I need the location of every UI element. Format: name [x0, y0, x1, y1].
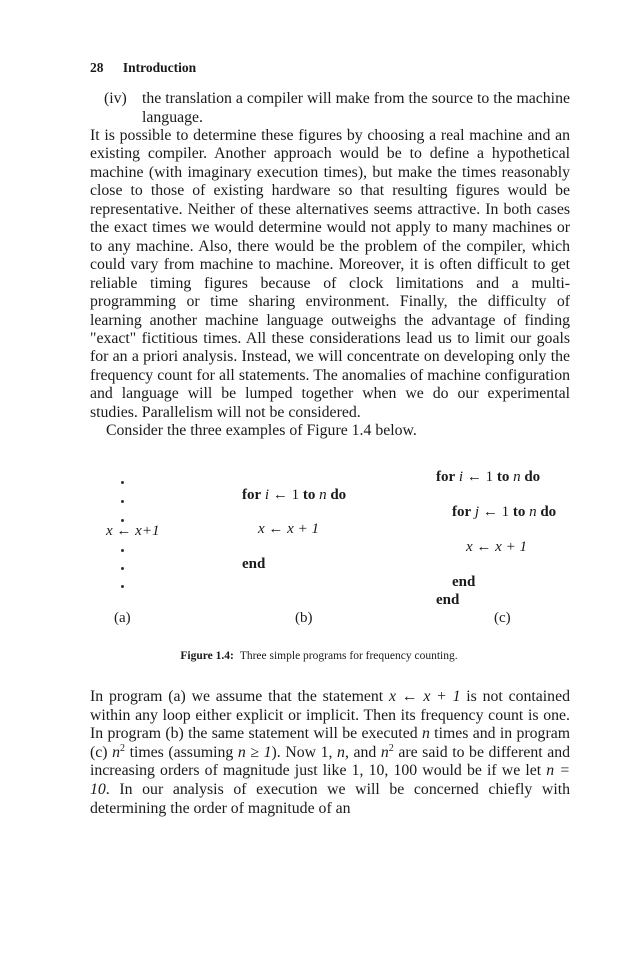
- figure-1-4: [0, 460, 638, 630]
- ellipsis-dot: [121, 567, 124, 570]
- program-a-statement: x ← x+1: [106, 523, 160, 539]
- body-paragraph-1: It is possible to determine these figures by choosing a real machine and an existing compiler. Another approach would be to define a hypothetical machine (with imaginary execution times), but make the times reasonably close to those of existing hardware so that resulting figures would be representative. Neither of these alternatives seems attractive. In both cases the exact times we would determine would not apply to many machines or to any machine. Also, there would be the problem of the compiler, which could vary from machine to machine. Moreover, it is often difficult to get reliable timing figures because of clock limitations and a multi-programming or time sharing environment. Finally, the difficulty of learning another machine language outweighs the advantage of finding "exact" fictitious times. All these considerations lead us to limit our goals for an a priori analysis. Instead, we will concentrate on developing only the frequency count for all statements. The anomalies of machine configuration and language will be lumped together when we do our experimental studies. Parallelism will not be considered.: [90, 127, 570, 421]
- ellipsis-dot: [121, 519, 124, 522]
- program-b-statement: x ← x + 1: [258, 521, 319, 537]
- program-b-for-line: for i ← 1 to n do: [242, 487, 347, 503]
- program-c-inner-for: for j ← 1 to n do: [452, 504, 557, 520]
- list-item-label: (iv): [104, 90, 127, 107]
- inline-math: n = 10: [90, 762, 570, 798]
- running-header: [90, 60, 196, 76]
- program-c-outer-end: end: [436, 592, 460, 608]
- page-number: 28: [90, 60, 104, 75]
- body-paragraph-consider: Consider the three examples of Figure 1.4 below.: [106, 422, 417, 439]
- figure-caption-text: Three simple programs for frequency counting.: [239, 650, 458, 662]
- figure-caption: [0, 650, 638, 662]
- section-title: Introduction: [122, 60, 197, 75]
- program-c-statement: x ← x + 1: [466, 539, 527, 555]
- program-c-inner-end: end: [452, 574, 476, 590]
- ellipsis-dot: [121, 481, 124, 484]
- program-b-label: (b): [295, 610, 313, 626]
- inline-math: n: [112, 743, 121, 761]
- inline-math: n: [380, 743, 389, 761]
- ellipsis-dot: [121, 585, 124, 588]
- ellipsis-dot: [121, 500, 124, 503]
- program-c-label: (c): [494, 610, 511, 626]
- inline-math: n: [337, 743, 345, 761]
- program-a-label: (a): [114, 610, 131, 626]
- inline-math: n ≥ 1: [237, 743, 272, 761]
- ellipsis-dot: [121, 549, 124, 552]
- inline-math: x ← x + 1: [388, 688, 461, 705]
- program-c-outer-for: for i ← 1 to n do: [436, 469, 541, 485]
- inline-math: n: [421, 725, 430, 743]
- figure-caption-label: Figure 1.4:: [180, 650, 234, 662]
- body-paragraph-2: In program (a) we assume that the statement x ← x + 1 is not contained within any loop either explicit or implicit. Then its frequency count is one. In program (b) the same statement will be executed n times and in program (c) $n^2$ times (assuming n ≥ 1). Now 1, n, and $n^2$ are said to be different and increasing orders of magnitude just like 1, 10, 100 would be if we let n = 10. In our analysis of execution we will be concerned chiefly with determining the order of magnitude of an: [90, 688, 571, 817]
- list-item-text: the translation a compiler will make from the source to the machine language.: [142, 90, 570, 126]
- list-item-iv: [104, 90, 570, 127]
- program-b-end: end: [242, 556, 266, 572]
